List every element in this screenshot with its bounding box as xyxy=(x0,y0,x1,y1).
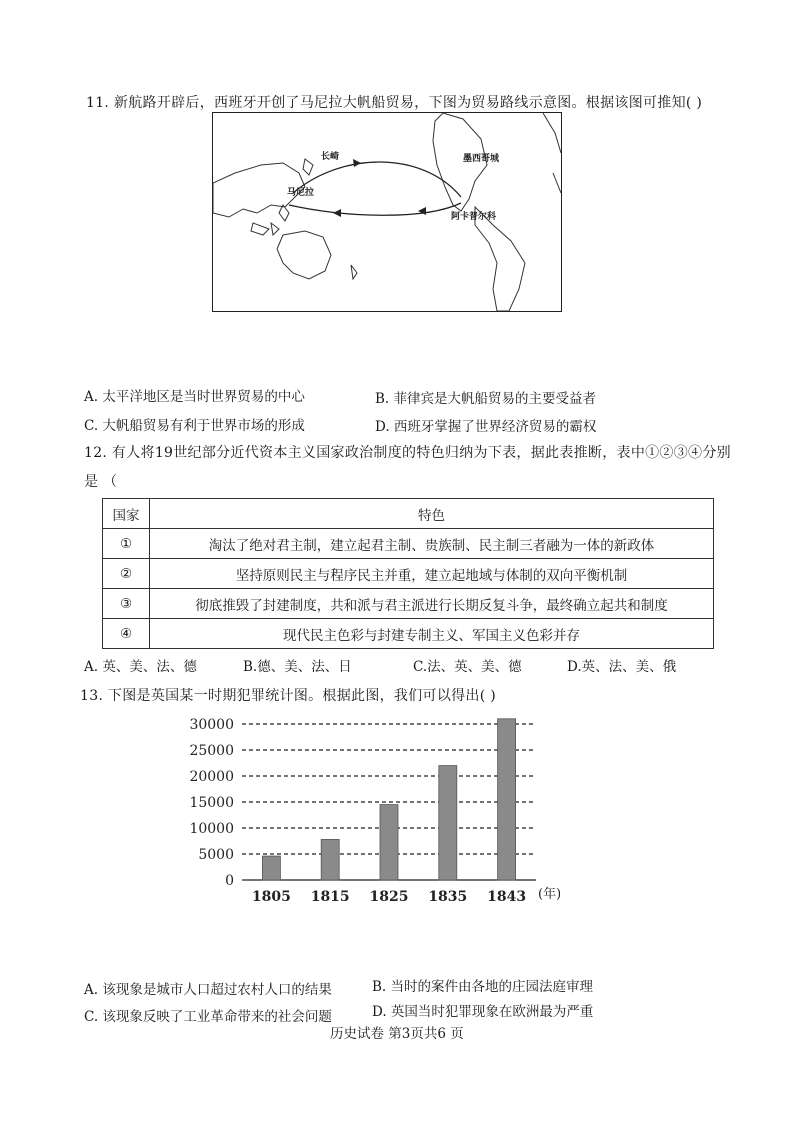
route-north xyxy=(293,162,461,197)
islands-outline xyxy=(251,205,289,235)
q11-option-d: D. 西班牙掌握了世界经济贸易的霸权 xyxy=(375,419,597,435)
bar xyxy=(321,839,339,880)
route-south-arrow xyxy=(333,209,341,217)
header-feature: 特色 xyxy=(150,499,714,529)
q13-option-a: A. 该现象是城市人口超过农村人口的结果 xyxy=(84,982,332,998)
y-tick-label: 15000 xyxy=(189,795,234,811)
label-manila: 马尼拉 xyxy=(287,188,315,198)
new-zealand-outline xyxy=(351,265,357,279)
table-row xyxy=(103,589,714,619)
q12-option-c: C.法、英、美、德 xyxy=(413,659,522,675)
south-america-outline xyxy=(475,207,525,311)
q11-stem: 11. 新航路开辟后，西班牙开创了马尼拉大帆船贸易，下图为贸易路线示意图。根据该图可推知( ) xyxy=(86,95,703,111)
q11-option-b: B. 菲律宾是大帆船贸易的主要受益者 xyxy=(375,391,597,407)
q11-option-c: C. 大帆船贸易有利于世界市场的形成 xyxy=(84,418,305,434)
label-mexico-city: 墨西哥城 xyxy=(463,154,500,164)
row-feature: 坚持原则民主与程序民主并重，建立起地域与体制的双向平衡机制 xyxy=(150,559,714,589)
trade-route-map xyxy=(212,112,562,312)
q12-stem-line2: 是 （ xyxy=(84,474,118,490)
y-tick-label: 0 xyxy=(225,873,234,889)
row-feature: 淘汰了绝对君主制，建立起君主制、贵族制、民主制三者融为一体的新政体 xyxy=(150,529,714,559)
table-row xyxy=(103,559,714,589)
q12-option-b: B.德、美、法、日 xyxy=(243,659,352,675)
x-tick-label: 1825 xyxy=(369,889,409,905)
bar xyxy=(498,719,516,880)
crime-statistics-chart xyxy=(180,712,560,912)
q12-option-a: A. 英、美、法、德 xyxy=(84,659,197,675)
q13-option-d: D. 英国当时犯罪现象在欧洲最为严重 xyxy=(372,1004,594,1020)
q13-option-c: C. 该现象反映了工业革命带来的社会问题 xyxy=(84,1009,332,1025)
header-country: 国家 xyxy=(103,499,150,529)
x-tick-label: 1843 xyxy=(487,889,527,905)
route-north-arrow xyxy=(353,159,361,167)
page-footer: 历史试卷 第3页共6 页 xyxy=(330,1026,464,1042)
y-tick-label: 25000 xyxy=(189,743,234,759)
row-number: ④ xyxy=(103,619,150,649)
q12-stem-line1: 12. 有人将19世纪部分近代资本主义国家政治制度的特色归纳为下表，据此表推断，表中①②③④分别 xyxy=(84,445,731,461)
y-tick-label: 5000 xyxy=(198,847,234,863)
bar xyxy=(262,856,280,880)
row-number: ② xyxy=(103,559,150,589)
bar xyxy=(439,766,457,880)
y-tick-label: 20000 xyxy=(189,769,234,785)
q12-option-d: D.英、法、美、俄 xyxy=(567,659,677,675)
australia-outline xyxy=(277,231,331,279)
row-feature: 现代民主色彩与封建专制主义、军国主义色彩并存 xyxy=(150,619,714,649)
political-systems-table xyxy=(102,498,714,649)
old-world-edge xyxy=(543,113,561,193)
row-number: ① xyxy=(103,529,150,559)
row-number: ③ xyxy=(103,589,150,619)
x-axis-label: (年) xyxy=(538,887,560,902)
x-tick-label: 1805 xyxy=(251,889,291,905)
y-tick-label: 10000 xyxy=(189,821,234,837)
label-acapulco: 阿卡普尔科 xyxy=(451,212,497,222)
route-south xyxy=(289,203,461,215)
x-tick-label: 1815 xyxy=(310,889,350,905)
q13-stem: 13. 下图是英国某一时期犯罪统计图。根据此图，我们可以得出( ) xyxy=(80,688,496,704)
chart-svg xyxy=(180,712,560,912)
q13-option-b: B. 当时的案件由各地的庄园法庭审理 xyxy=(372,979,594,995)
table-row xyxy=(103,529,714,559)
japan-outline xyxy=(303,159,313,175)
row-feature: 彻底推毁了封建制度，共和派与君主派进行长期反复斗争，最终确立起共和制度 xyxy=(150,589,714,619)
table-row xyxy=(103,619,714,649)
map-drawing xyxy=(213,113,561,311)
table-header-row xyxy=(103,499,714,529)
x-tick-label: 1835 xyxy=(428,889,468,905)
q11-option-a: A. 太平洋地区是当时世界贸易的中心 xyxy=(84,389,305,405)
bar xyxy=(380,805,398,880)
label-nagasaki: 长崎 xyxy=(321,152,340,162)
y-tick-label: 30000 xyxy=(189,717,234,733)
